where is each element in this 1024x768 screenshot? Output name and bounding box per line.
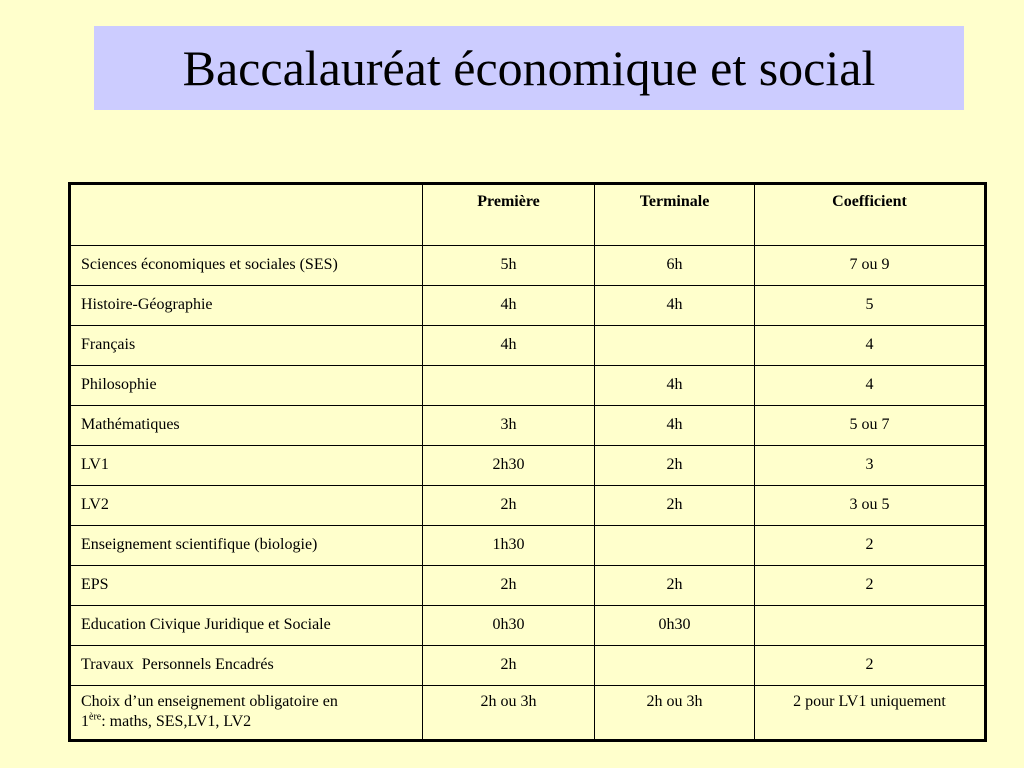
table-row <box>70 606 986 646</box>
premiere-cell: 2h30 <box>423 446 595 486</box>
subject-cell: Histoire-Géographie <box>70 286 423 326</box>
subject-line1: Choix d’un enseignement obligatoire en <box>81 693 338 710</box>
subject-cell: EPS <box>70 566 423 606</box>
table-row <box>70 286 986 326</box>
terminale-cell: 4h <box>595 286 755 326</box>
terminale-cell: 4h <box>595 406 755 446</box>
subject-cell: LV1 <box>70 446 423 486</box>
subject-cell: Sciences économiques et sociales (SES) <box>70 246 423 286</box>
coefficient-cell: 5 <box>755 286 986 326</box>
subject-cell: LV2 <box>70 486 423 526</box>
subject-cell: Philosophie <box>70 366 423 406</box>
coefficient-cell: 2 <box>755 566 986 606</box>
premiere-cell: 4h <box>423 286 595 326</box>
coefficient-cell: 3 ou 5 <box>755 486 986 526</box>
table-row <box>70 686 986 741</box>
premiere-cell: 5h <box>423 246 595 286</box>
coefficient-cell: 4 <box>755 366 986 406</box>
premiere-cell <box>423 366 595 406</box>
coefficient-cell: 5 ou 7 <box>755 406 986 446</box>
coefficient-cell: 2 <box>755 646 986 686</box>
coefficient-cell: 3 <box>755 446 986 486</box>
table-row <box>70 406 986 446</box>
coefficient-cell <box>755 606 986 646</box>
subject-cell: Travaux Personnels Encadrés <box>70 646 423 686</box>
table-row <box>70 246 986 286</box>
premiere-cell: 1h30 <box>423 526 595 566</box>
terminale-cell: 2h ou 3h <box>595 686 755 741</box>
premiere-cell: 3h <box>423 406 595 446</box>
premiere-cell: 2h <box>423 646 595 686</box>
subject-cell: Mathématiques <box>70 406 423 446</box>
terminale-cell: 2h <box>595 446 755 486</box>
premiere-cell: 2h ou 3h <box>423 686 595 741</box>
table-row <box>70 566 986 606</box>
slide-title: Baccalauréat économique et social <box>182 40 876 96</box>
coefficient-cell: 4 <box>755 326 986 366</box>
premiere-cell: 0h30 <box>423 606 595 646</box>
table-row <box>70 326 986 366</box>
subject-cell: Enseignement scientifique (biologie) <box>70 526 423 566</box>
table-row <box>70 486 986 526</box>
premiere-cell: 2h <box>423 486 595 526</box>
subject-line2-suffix: : maths, SES,LV1, LV2 <box>101 713 252 730</box>
table-header-row <box>70 184 986 246</box>
ordinal-superscript: ère <box>89 711 102 723</box>
schedule-table <box>68 182 987 742</box>
table-row <box>70 366 986 406</box>
terminale-cell <box>595 526 755 566</box>
subject-cell: Français <box>70 326 423 366</box>
subject-cell <box>70 686 423 741</box>
subject-cell: Education Civique Juridique et Sociale <box>70 606 423 646</box>
table-row <box>70 646 986 686</box>
subject-line2-prefix: 1 <box>81 713 89 730</box>
header-coefficient: Coefficient <box>755 184 986 246</box>
coefficient-cell: 2 <box>755 526 986 566</box>
premiere-cell: 2h <box>423 566 595 606</box>
coefficient-cell: 2 pour LV1 uniquement <box>755 686 986 741</box>
terminale-cell <box>595 326 755 366</box>
terminale-cell <box>595 646 755 686</box>
terminale-cell: 4h <box>595 366 755 406</box>
terminale-cell: 6h <box>595 246 755 286</box>
table-row <box>70 526 986 566</box>
header-premiere: Première <box>423 184 595 246</box>
header-terminale: Terminale <box>595 184 755 246</box>
title-banner <box>94 26 964 110</box>
table-row <box>70 446 986 486</box>
terminale-cell: 2h <box>595 486 755 526</box>
header-empty <box>70 184 423 246</box>
coefficient-cell: 7 ou 9 <box>755 246 986 286</box>
terminale-cell: 0h30 <box>595 606 755 646</box>
terminale-cell: 2h <box>595 566 755 606</box>
premiere-cell: 4h <box>423 326 595 366</box>
